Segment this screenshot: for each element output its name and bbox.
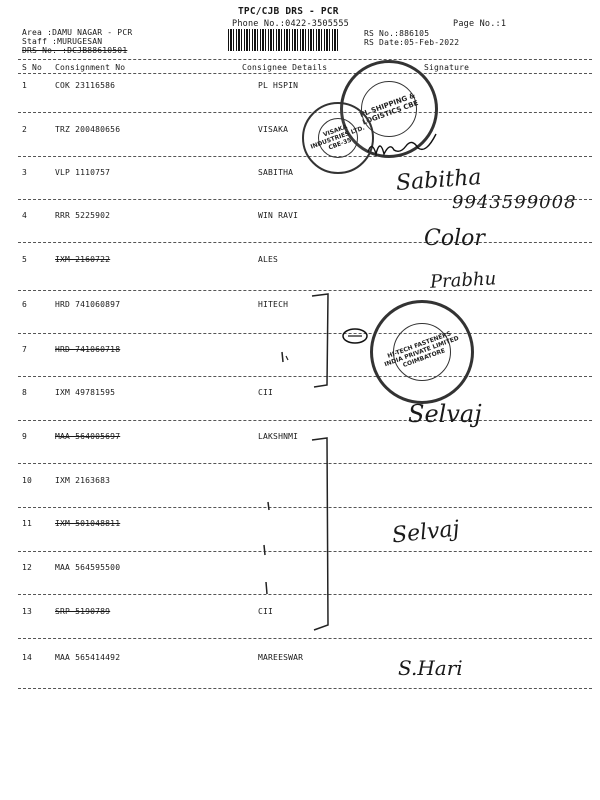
header-rule (18, 59, 592, 60)
row-sno: 12 (22, 563, 33, 572)
table-row (0, 125, 600, 137)
row-sno: 7 (22, 345, 28, 354)
signature-row14: S.Hari (398, 656, 463, 680)
row-consignment: IXM 2160722 (55, 255, 111, 264)
rs-date: RS Date:05-Feb-2022 (364, 38, 460, 47)
row-details: CII (258, 388, 274, 397)
staff-field: Staff :MURUGESAN (22, 37, 103, 46)
row-rule (18, 112, 592, 113)
page-number: Page No.:1 (453, 19, 507, 29)
row-details: HITECH (258, 300, 289, 309)
row-consignment: MAA 564595500 (55, 563, 121, 572)
signature-row11: Selvaj (390, 516, 461, 549)
row-consignment: COK 23116586 (55, 81, 116, 90)
row-details: SABITHA (258, 168, 294, 177)
row-consignment: IXM 49781595 (55, 388, 116, 397)
row-details: CII (258, 607, 274, 616)
row-consignment: MAA 565414492 (55, 653, 121, 662)
barcode (228, 29, 338, 51)
table-row (0, 81, 600, 93)
row-consignment: MAA 564005697 (55, 432, 121, 441)
row-consignment: VLP 1110757 (55, 168, 111, 177)
row-details: MAREESWAR (258, 653, 304, 662)
row-consignment: HRD 741060897 (55, 300, 121, 309)
row-sno: 1 (22, 81, 28, 90)
col-sno: S No (22, 63, 43, 72)
row-sno: 3 (22, 168, 28, 177)
phone-number: Phone No.:0422-3505555 (232, 19, 349, 29)
row-details: VISAKA (258, 125, 289, 134)
col-consignee-details: Consignee Details (242, 63, 328, 72)
row-consignment: IXM 2163683 (55, 476, 111, 485)
row-consignment: SRP 5190789 (55, 607, 111, 616)
row-rule (18, 242, 592, 243)
row-rule (18, 688, 592, 689)
row-details: WIN RAVI (258, 211, 299, 220)
row-sno: 2 (22, 125, 28, 134)
row-sno: 14 (22, 653, 33, 662)
signature-row3: Sabitha (395, 165, 483, 196)
column-header-rule (18, 73, 592, 74)
row-consignment: RRR 5225902 (55, 211, 111, 220)
row-sno: 6 (22, 300, 28, 309)
col-consignment: Consignment No (55, 63, 126, 72)
signature-row2 (366, 124, 446, 164)
bracket-marks (300, 290, 340, 650)
row-rule (18, 156, 592, 157)
row-sno: 4 (22, 211, 28, 220)
row-consignment: IXM 501048811 (55, 519, 121, 528)
col-signature: Signature (424, 63, 470, 72)
shipping-company-stamp: PL SHIPPING & LOGISTICS CBE (340, 60, 438, 158)
table-row (0, 255, 600, 267)
row-sno: 9 (22, 432, 28, 441)
industries-stamp: VISAKA INDUSTRIES LTD. CBE-35 (302, 102, 374, 174)
row-details: ALES (258, 255, 279, 264)
ditto-marks (278, 350, 298, 600)
row-sno: 5 (22, 255, 28, 264)
row-sno: 13 (22, 607, 33, 616)
drs-number: DRS No. :DCJB88610501 (22, 46, 128, 55)
row-consignment: HRD 741060718 (55, 345, 121, 354)
signature-row4: Color (424, 226, 485, 251)
phone-handwritten-row3: 9943599008 (452, 192, 577, 213)
oval-mark (340, 326, 370, 346)
rs-number: RS No.:886105 (364, 29, 430, 38)
row-details: PL HSPIN (258, 81, 299, 90)
table-row (0, 653, 600, 665)
table-row (0, 168, 600, 180)
row-sno: 10 (22, 476, 33, 485)
row-sno: 8 (22, 388, 28, 397)
area-field: Area :DAMU NAGAR - PCR (22, 28, 133, 37)
signature-row5: Prabhu (429, 268, 497, 293)
row-consignment: TRZ 200480656 (55, 125, 121, 134)
row-details: LAKSHNMI (258, 432, 299, 441)
row-sno: 11 (22, 519, 33, 528)
fasteners-company-stamp: HI-TECH FASTENERS INDIA PRIVATE LIMITED COIMBATORE (370, 300, 474, 404)
signature-row8: Selvaj (408, 400, 482, 428)
document-title: TPC/CJB DRS - PCR (238, 6, 339, 17)
